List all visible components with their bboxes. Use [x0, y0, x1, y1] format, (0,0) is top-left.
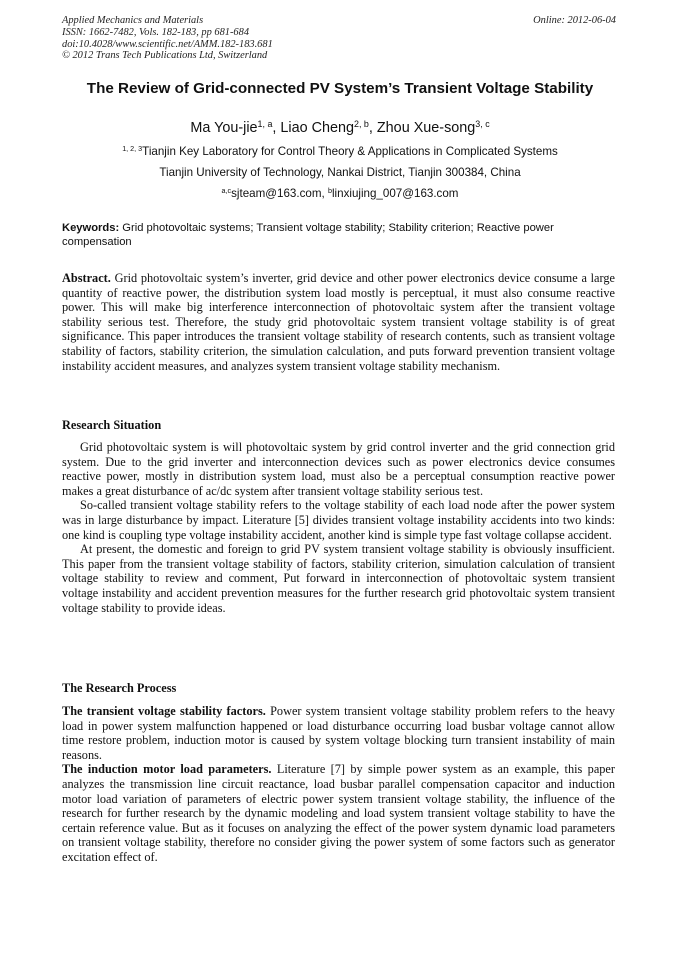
keywords — [62, 221, 616, 249]
author-name: Zhou Xue-song — [376, 120, 476, 136]
copyright-line: © 2012 Trans Tech Publications Ltd, Switzerland — [62, 50, 268, 62]
research-process-body — [62, 704, 615, 865]
research-situation-body — [62, 440, 615, 615]
affiliation-line-2: Tianjin University of Technology, Nankai District, Tianjin 300384, China — [159, 166, 521, 179]
paragraph: At present, the domestic and foreign to grid PV system transient voltage stability is obviously insufficient. This paper from the transient voltage stability of factors, stability criterion, simulation calculation of transient voltage stability to review and comment, Put forward in interconnection of photovoltaic system transient voltage instability and accident prevention measures for the further research grid photovoltaic system transient voltage stability to provide ideas. — [62, 542, 615, 615]
run-in-heading: The transient voltage stability factors. — [62, 704, 266, 718]
email-line — [40, 187, 640, 201]
keywords-text: Grid photovoltaic systems; Transient voltage stability; Stability criterion; Reactive power compensation — [62, 222, 554, 249]
affiliation-superscript: 1, 2, 3 — [122, 144, 143, 154]
paper-title: The Review of Grid-connected PV System’s Transient Voltage Stability — [86, 80, 594, 97]
journal-header — [62, 15, 616, 62]
author-name: Liao Cheng — [280, 120, 355, 136]
email-superscript: a,c — [221, 186, 232, 196]
abstract-label: Abstract. — [62, 271, 111, 285]
author-separator: , — [368, 120, 377, 136]
author-superscript: 3, c — [475, 119, 490, 130]
keywords-label: Keywords: — [62, 222, 120, 234]
abstract — [62, 271, 615, 373]
section-heading-research-process: The Research Process — [62, 681, 177, 695]
author-superscript: 2, b — [354, 119, 369, 130]
paragraph — [62, 704, 615, 762]
journal-name: Applied Mechanics and Materials — [62, 15, 204, 26]
doi-line: doi:10.4028/www.scientific.net/AMM.182-183.681 — [62, 38, 273, 50]
run-in-heading: The induction motor load parameters. — [62, 762, 272, 777]
author-name: Ma You-jie — [190, 120, 258, 136]
email-address: sjteam@163.com — [231, 187, 322, 200]
affiliation-lab: Tianjin Key Laboratory for Control Theory & Applications in Complicated Systems — [142, 145, 558, 158]
affiliation-line-1 — [40, 145, 640, 159]
online-date: Online: 2012-06-04 — [533, 15, 616, 26]
paragraph: So-called transient voltage stability refers to the voltage stability of each load node after the power system was in large disturbance by impact. Literature [5] divides transient voltage instability accidents into two kinds: one kind is coupling type voltage instability accident, another kind is simple type fast voltage collapse accident. — [62, 498, 615, 542]
section-heading-research-situation: Research Situation — [62, 418, 162, 432]
paragraph-text: Power system transient voltage stability problem refers to the heavy load in power system malfunction happened or load disturbance occurring load busbar voltage cannot allow time restore problem, induction motor is caused by system voltage blocking turn transient instability of main reasons. — [62, 704, 615, 762]
author-separator: , — [272, 120, 281, 136]
author-superscript: 1, a — [257, 119, 273, 130]
email-separator: , — [321, 187, 328, 200]
email-address: linxiujing_007@163.com — [331, 187, 459, 200]
issn-line: ISSN: 1662-7482, Vols. 182-183, pp 681-684 — [62, 26, 250, 38]
paragraph — [62, 762, 615, 864]
paragraph-text: Literature [7] by simple power system as an example, this paper analyzes the transmission line circuit reactance, load busbar parallel compensation capacitor and induction motor load variation of parameters of electric power system transient voltage stability, the influence of the research for further research by the dynamic modeling and load system transient voltage stability to have the certain reference value. But as it focuses on analyzing the effect of the power system dynamic load parameters on transient voltage stability, therefore no consider giving the power system of some factors such as generator excitation effect of. — [62, 762, 615, 864]
abstract-text: Grid photovoltaic system’s inverter, grid device and other power electronics device consume a large quantity of reactive power, the distribution system load mostly is perceptual, it must also consume reactive power. This will make big interference interconnection of photovoltaic system after the transient voltage stability serious test. Therefore, the study grid photovoltaic system transient voltage stability is of great significance. This paper introduces the transient voltage stability of research contents, such as transient voltage stability of factors, stability criterion, the simulation calculation, and puts forward prevention transient voltage instability accident measures, and analyzes system transient voltage stability mechanism. — [62, 271, 615, 373]
email-superscript: b — [327, 186, 332, 196]
author-list — [40, 118, 640, 138]
paragraph: Grid photovoltaic system is will photovoltaic system by grid control inverter and the grid connection grid system. Due to the grid inverter and interconnection devices such as power electronics device consumes reactive power, mostly in distribution system load, must also be a perceptual consumption reactive power makes a great disturbance of ac/dc system after transient voltage stability serious test. — [62, 440, 615, 498]
